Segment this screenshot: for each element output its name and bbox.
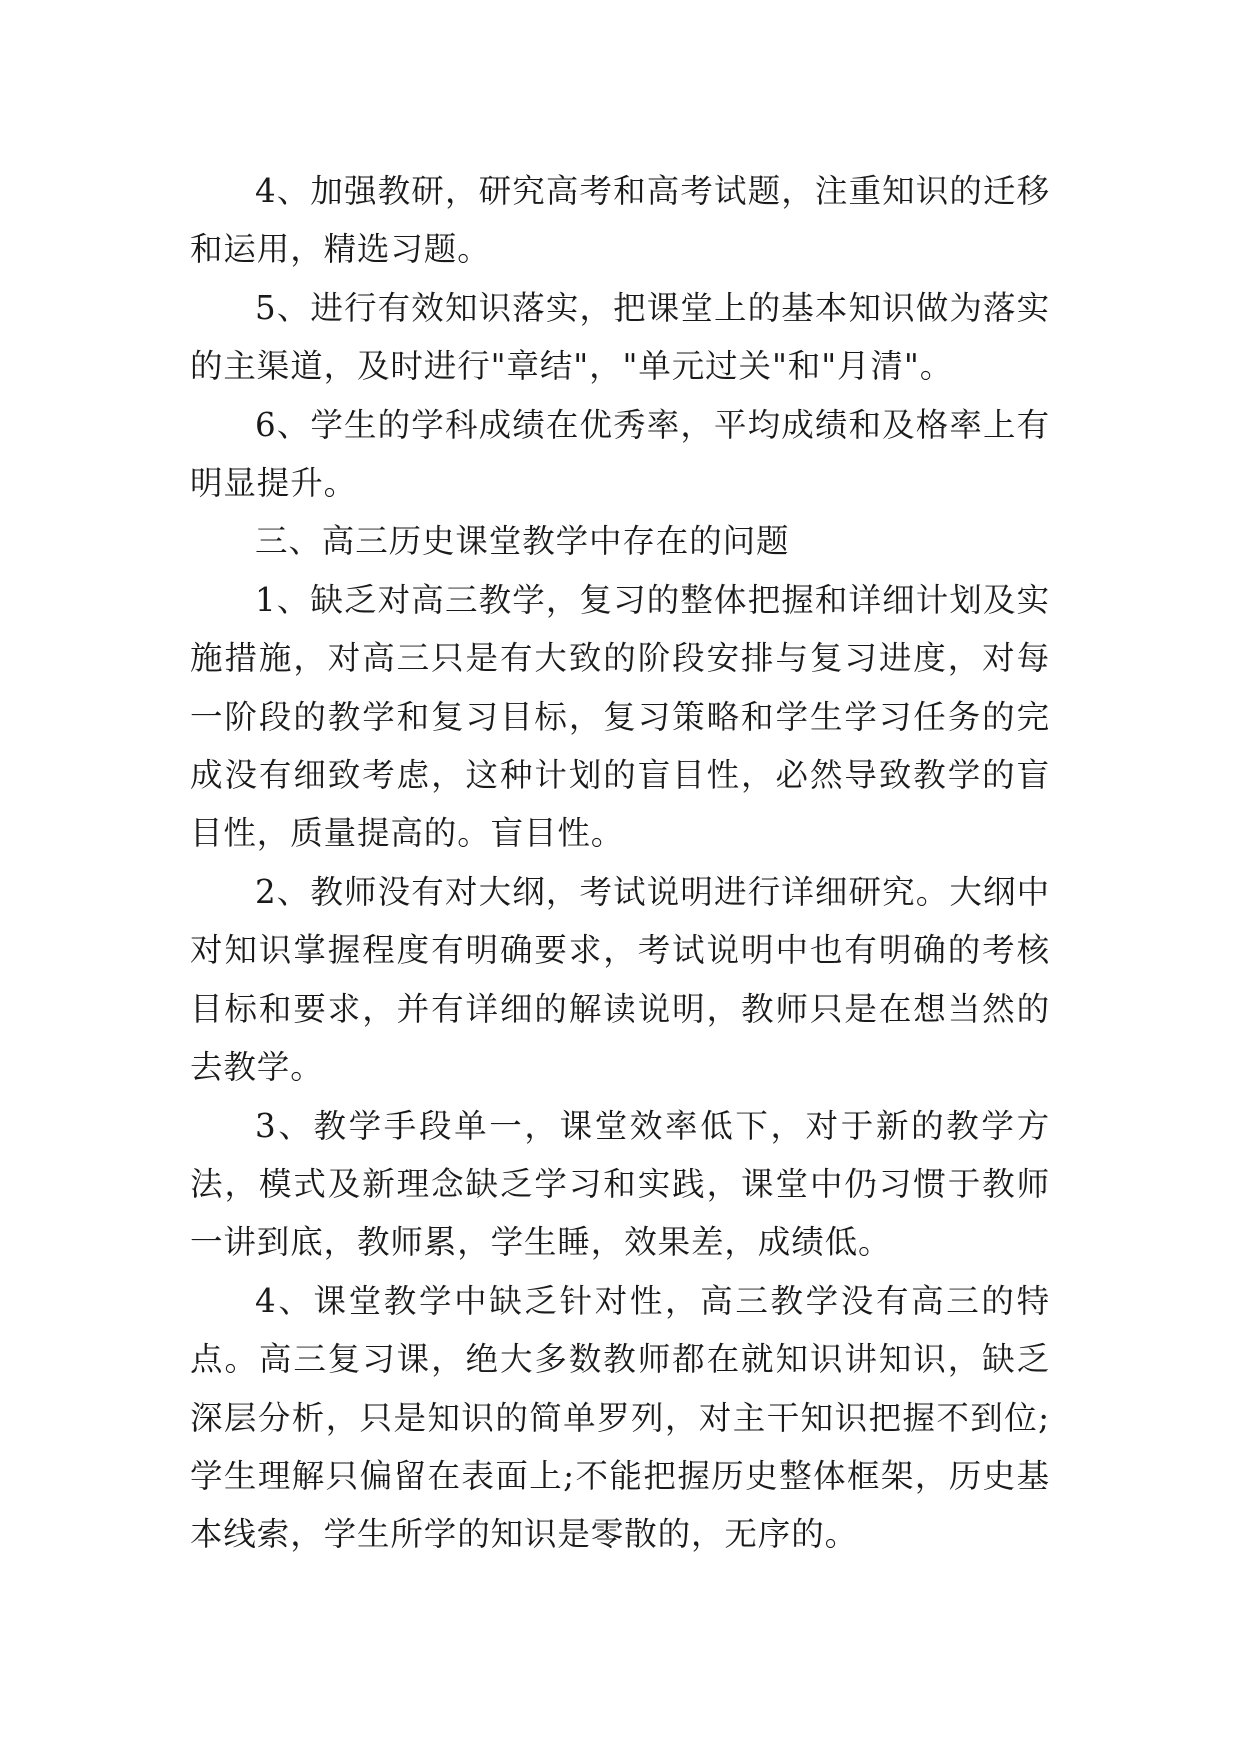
paragraph-problem-4: 4、课堂教学中缺乏针对性，高三教学没有高三的特点。高三复习课，绝大多数教师都在就知识讲知识，缺乏深层分析，只是知识的简单罗列，对主干知识把握不到位;学生理解只偏留在表面上;不能把握历史整体框架，历史基本线索，学生所学的知识是零散的，无序的。: [190, 1281, 1050, 1554]
paragraph-5-knowledge-implementation: 5、进行有效知识落实，把课堂上的基本知识做为落实的主渠道，及时进行"章结"，"单元过关"和"月清"。: [190, 288, 1050, 386]
section-heading-problems: 三、高三历史课堂教学中存在的问题: [255, 522, 790, 561]
paragraph-problem-3: 3、教学手段单一，课堂效率低下，对于新的教学方法，模式及新理念缺乏学习和实践，课堂中仍习惯于教师一讲到底，教师累，学生睡，效果差，成绩低。: [190, 1106, 1050, 1262]
paragraph-problem-1: 1、缺乏对高三教学，复习的整体把握和详细计划及实施措施，对高三只是有大致的阶段安排与复习进度，对每一阶段的教学和复习目标，复习策略和学生学习任务的完成没有细致考虑，这种计划的盲目性，必然导致教学的盲目性，质量提高的。盲目性。: [190, 580, 1050, 853]
paragraph-4-teaching-research: 4、加强教研，研究高考和高考试题，注重知识的迁移和运用，精选习题。: [190, 172, 1050, 269]
document-body: [190, 162, 1050, 1564]
paragraph-6-score-improvement: 6、学生的学科成绩在优秀率，平均成绩和及格率上有明显提升。: [190, 405, 1050, 503]
paragraph-problem-2: 2、教师没有对大纲，考试说明进行详细研究。大纲中对知识掌握程度有明确要求，考试说明中也有明确的考核目标和要求，并有详细的解读说明，教师只是在想当然的去教学。: [190, 872, 1050, 1087]
